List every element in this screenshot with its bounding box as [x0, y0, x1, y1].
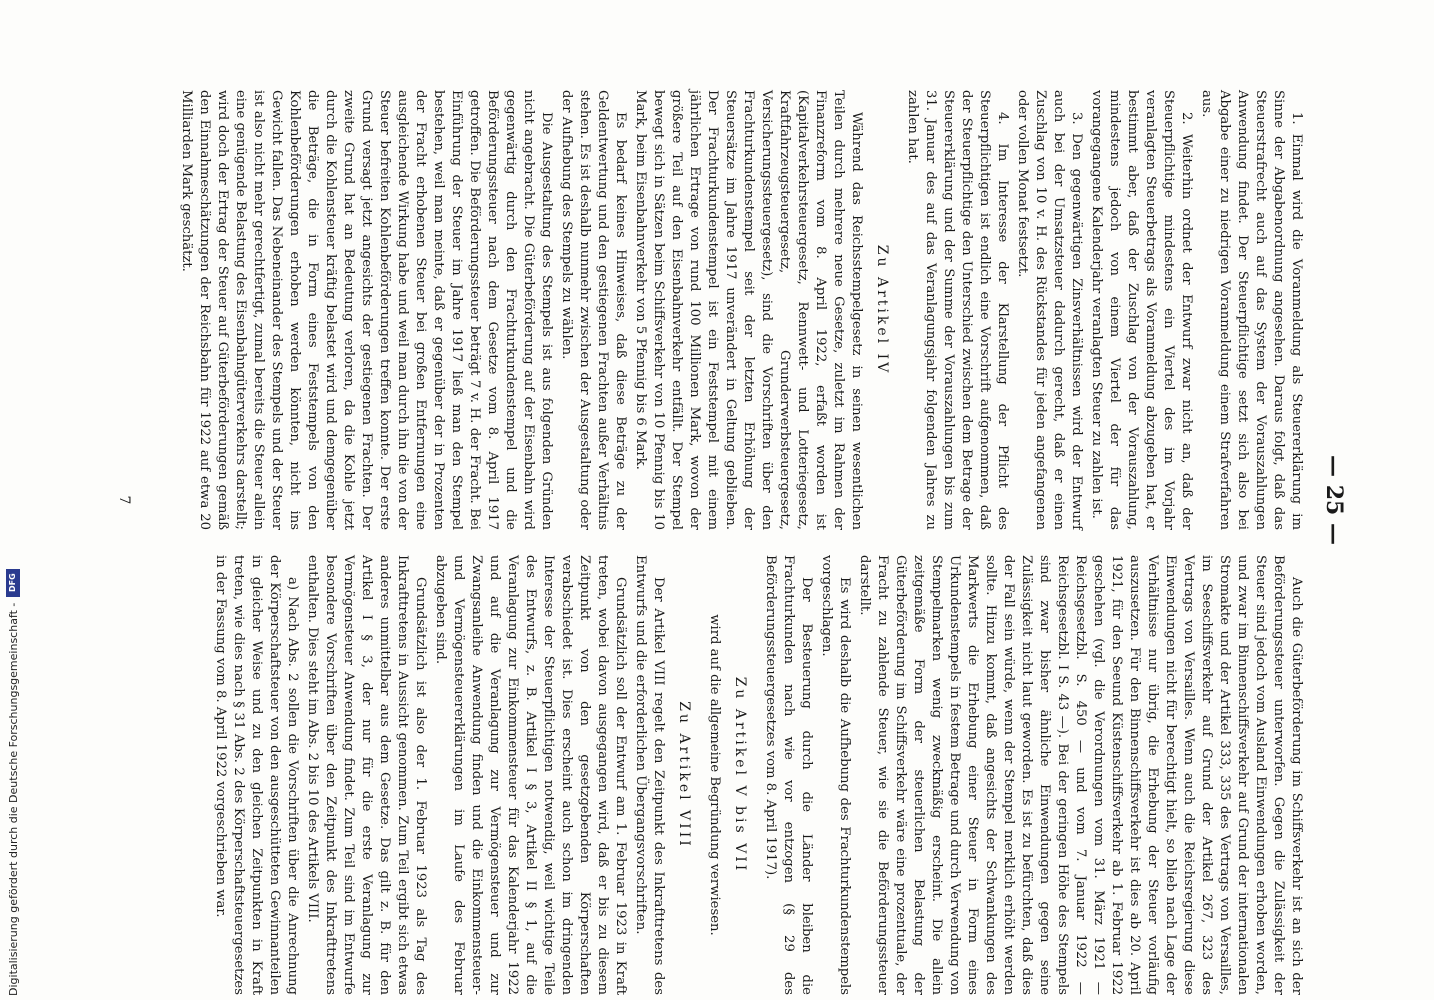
left-column	[175, 90, 1305, 530]
paragraph: Auch die Güterbeförderung im Schiffsverkehr ist an sich der Beförderungssteuer unterworfen. Gegen die Zulässigkeit der Steuer sind jedoch vom Ausland Einwendungen erhoben worden, und zwar im Binnenschiffsverkehr auf Grund der internationalen Stromakte und der Artikel 333, 335 des Vertrags von Versailles, im Seeschiffsverkehr auf Grund der Artikel 267, 323 des Vertrags von Versailles. Wenn auch die Reichsregierung diese Einwendungen nicht für berechtigt hielt, so blieb nach Lage der Verhältnisse nur übrig, die Erhebung der Steuer vorläufig auszusetzen. Für den Binnenschiffsverkehr ist dies ab 20. April 1921, für den Seeund Küstenschiffsverkehr ab 1. Februar 1922 geschehen (vgl. die Verordnungen vom 31. März 1921 — Reichsgesetzbl. S. 450 — und vom 7. Januar 1922 — Reichsgesetzbl. I S. 43 —). Bei der geringen Höhe des Stempels sind zwar bisher ähnliche Einwendungen gegen seine Zulässigkeit nicht laut geworden. Es ist zu befürchten, daß dies der Fall sein würde, wenn der Stempel merklich erhöht werden sollte. Hinzu kommt, daß angesichts der Schwankungen des Markwerts die Erhebung einer Steuer in Form eines Urkundenstempels in festem Betrage und durch Verwendung von Stempelmarken wenig zweckmäßig erscheint. Die allein zeitgemäße Form der steuerlichen Belastung der Güterbeförderung im Schiffsverkehr wäre eine prozentuale, der Fracht zu zahlende Steuer, wie sie die Beförderungssteuer darstellt.	[857, 555, 1304, 995]
rotated-page-content	[97, 0, 1357, 1000]
dfg-logo: DFG	[6, 569, 20, 597]
paragraph: Die Ausgestaltung des Stempels ist aus folgenden Gründen nicht angebracht. Die Güterbeförderung auf der Eisenbahn wird gegenwärtig durch den Frachturkundenstempel und die Beförderungssteuer nach dem Gesetze vom 8. April 1917 getroffen. Die Beförderungssteuer beträgt 7 v. H. der Fracht. Bei Einführung der Steuer im Jahre 1917 ließ man den Stempel bestehen, weil man meinte, daß er gegenüber der in Prozenten der Fracht erhobenen Steuer bei großen Entfernungen eine ausgleichende Wirkung habe und weil man durch ihn die von der Steuer befreiten Kohlenbeförderungen treffen konnte. Der erste Grund versagt jetzt angesichts der gestiegenen Frachten. Der zweite Grund hat an Bedeutung verloren, da die Kohle jetzt durch die Kohlensteuer kräftig belastet wird und demgegenüber die Beträge, die in Form eines Feststempels von den Kohlenbeförderungen erhoben werden könnten, nicht ins Gewicht fallen. Das Nebeneinander des Stempels und der Steuer ist also nicht mehr gerechtfertigt, zumal bereits die Steuer allein eine genügende Belastung des Eisenbahngüterverkehrs darstellt; wird doch der Ertrag der Steuer auf Güterbeförderungen gemäß den Einnahmeschätzungen der Reichsbahn für 1922 auf etwa 20 Milliarden Mark geschätzt.	[179, 90, 554, 530]
page-number: — 25 —	[1321, 455, 1347, 545]
paragraph: 1. Einmal wird die Voranmeldung als Steuererklärung im Sinne der Abgabenordnung angesehen. Daraus folgt, daß das Steuerstrafrecht auch auf das System der Vorauszahlungen Anwendung findet. Der Steuerpflichtige setzt sich also bei Abgabe einer zu niedrigen Voranmeldung einem Strafverfahren aus.	[1199, 90, 1304, 530]
credit-text: Digitalisierung gefördert durch die Deutsche Forschungsgemeinschaft -	[6, 602, 20, 996]
paragraph: Es bedarf keines Hinweises, daß diese Beträge zu der Geldentwertung und den gestiegenen Frachten außer Verhältnis stehen. Es ist deshalb nunmehr zwischen der Ausgestaltung oder der Aufhebung des Stempels zu wählen.	[559, 90, 628, 530]
section-heading: Zu Artikel IV	[874, 244, 890, 376]
section-heading: Zu Artikel V bis VII	[732, 676, 748, 874]
paragraph: Grundsätzlich soll der Entwurf am 1. Februar 1923 in Kraft treten, wobei davon ausgegangen wird, daß er bis zu diesem Zeitpunkt von den gesetzgebenden Körperschaften verabschiedet ist. Dies erscheint auch schon im dringenden Interesse der Steuerpflichtigen notwendig, weil wichtige Teile des Entwurfs, z. B. Artikel I § 3, Artikel II § 1, auf die Veranlagung zur Einkommensteuer für das Kalenderjahr 1922 und auf die Veranlagung zur Vermögensteuer und zur Zwangsanleihe Anwendung finden und die Einkommensteuer- und Vermögensteuererklärungen im Laufe des Februar abzugeben sind.	[433, 555, 628, 995]
digitization-credit	[4, 6, 22, 996]
paragraph: Grundsätzlich ist also der 1. Februar 1923 als Tag des Inkrafttretens in Aussicht genommen. Zum Teil ergibt sich etwas anderes unmittelbar aus dem Gesetze. Das gilt z. B. für den Artikel I § 3, der nur für die erste Veranlagung zur Vermögensteuer Anwendung findet. Zum Teil sind im Entwurfe besondere Vorschriften über den Zeitpunkt des Inkrafttretens enthalten. Dies steht im Abs. 2 bis 10 des Artikels VIII.	[305, 555, 428, 995]
paragraph: Es wird deshalb die Aufhebung des Frachturkundenstempels vorgeschlagen.	[819, 555, 852, 995]
paragraph: 4. Im Interesse der Klarstellung der Pflicht des Steuerpflichtigen ist endlich eine Vorschrift aufgenommen, daß der Steuerpflichtige den Unterschied zwischen dem Betrage der Steuererklärung und der Summe der Vorauszahlungen bis zum 31. Januar des auf das Veranlagungsjahr folgenden Jahres zu zahlen hat.	[905, 90, 1010, 530]
paragraph: Während das Reichsstempelgesetz in seinen wesentlichen Teilen durch mehrere neue Gesetze, zuletzt im Rahmen der Finanzreform vom 8. April 1922, erfaßt worden ist (Kapitalverkehrsteuergesetz, Rennwett- und Lotteriegesetz, Kraftfahrzeugsteuergesetz, Grunderwerbsteuergesetz, Versicherungssteuergesetz), sind die Vorschriften über den Frachturkundenstempel seit der letzten Erhöhung der Steuersätze im Jahre 1917 unverändert in Geltung geblieben. Der Frachturkundenstempel ist ein Feststempel mit einem jährlichen Ertrage von rund 100 Millionen Mark, wovon der größere Teil auf den Eisenbahnverkehr entfällt. Der Stempel bewegt sich in Sätzen beim Schiffsverkehr von 10 Pfennig bis 10 Mark, beim Eisenbahnverkehr von 5 Pfennig bis 6 Mark.	[633, 90, 864, 530]
paragraph: 3. Den gegenwärtigen Zinsverhältnissen wird der Entwurf auch bei der Umsatzsteuer dadurch gerecht, daß er einen Zuschlag von 10 v. H. des Rückstandes für jeden angefangenen oder vollen Monat festsetzt.	[1015, 90, 1084, 530]
right-column	[209, 555, 1305, 995]
paragraph: 2. Weiterhin ordnet der Entwurf zwar nicht an, daß der Steuerpflichtige mindestens ein Viertel des im Vorjahr veranlagten Steuerbetrags als Voranmeldung abzugeben hat, er bestimmt aber, daß der Zuschlag von der Vorauszahlung, mindestens jedoch von einem Viertel der für das vorangegangene Kalenderjahr veranlagten Steuer zu zahlen ist.	[1089, 90, 1194, 530]
paragraph: a) Nach Abs. 2 sollen die Vorschriften über die Anrechnung der Körperschaftsteuer von den ausgeschütteten Gewinnanteilen in gleicher Weise und zu den gleichen Zeitpunkten in Kraft treten, wie dies nach § 31 Abs. 2 des Körperschaftsteuergesetzes in der Fassung vom 8. April 1922 vorgeschrieben war.	[213, 555, 300, 995]
footer-number: 7	[116, 495, 132, 505]
section-heading: Zu Artikel VIII	[676, 701, 692, 849]
paragraph: Der Artikel VIII regelt den Zeitpunkt des Inkrafttretens des Entwurfs und die erforderlichen Übergangsvorschriften.	[633, 555, 666, 995]
section-subtitle: wird auf die allgemeine Begründung verwiesen.	[707, 614, 722, 936]
paragraph: Der Besteuerung durch die Länder bleiben die Frachturkunden nach wie vor entzogen (§ 29 des Beförderungssteuergesetzes vom 8. April 1917).	[763, 555, 814, 995]
